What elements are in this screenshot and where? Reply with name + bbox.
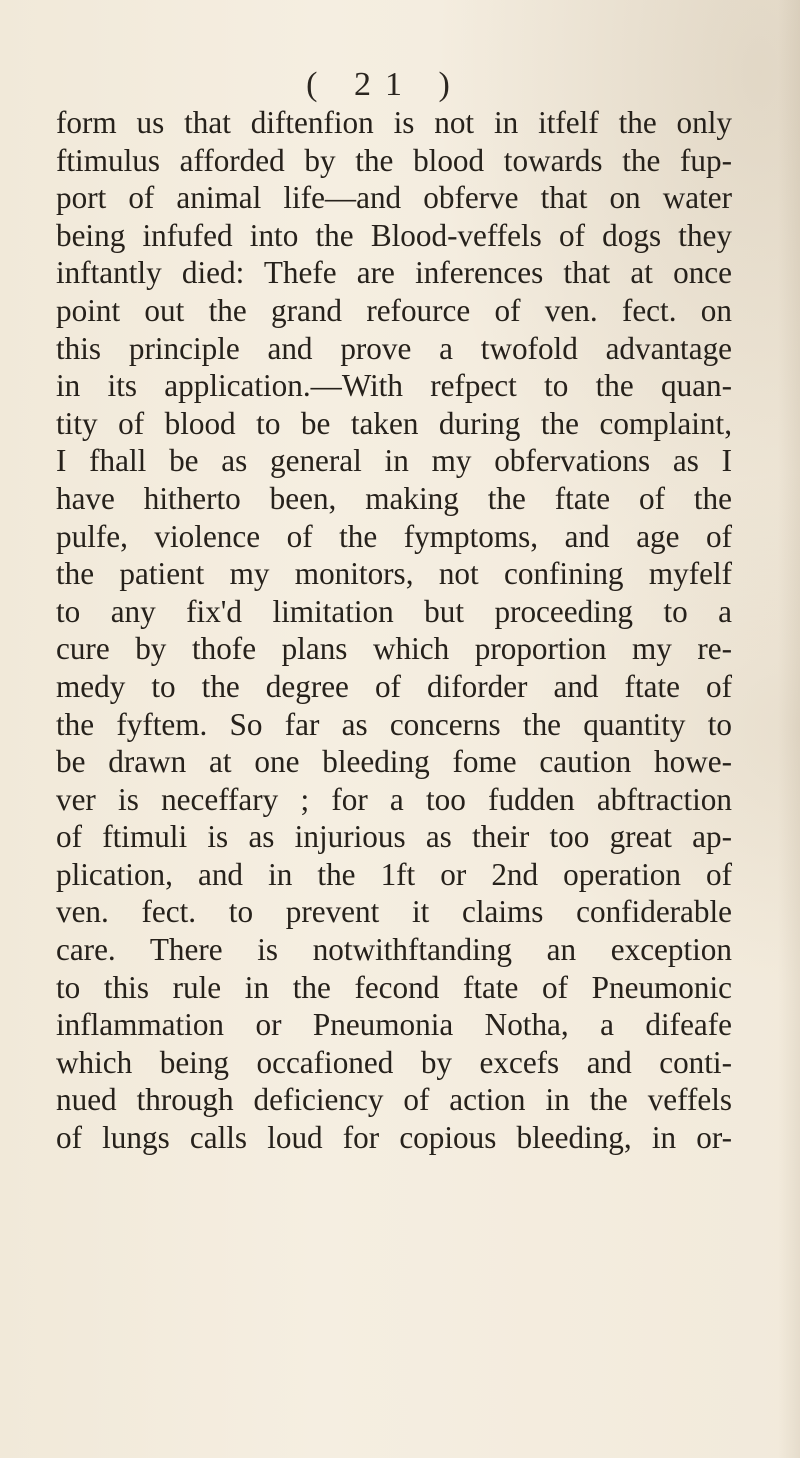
text-line: the fyftem. So far as concerns the quantity to [56,706,732,742]
text-line: this principle and prove a twofold advantage [56,330,732,366]
text-line: care. There is notwithftanding an exception [56,932,732,968]
text-line: ftimulus afforded by the blood towards the fup- [56,142,732,178]
text-line: the patient my monitors, not confining myfelf [56,556,732,592]
text-line: nued through deficiency of action in the veffels [56,1082,732,1118]
text-line: tity of blood to be taken during the complaint, [56,405,732,441]
text-line: point out the grand refource of ven. fect. on [56,292,732,328]
text-line: port of animal life—and obferve that on water [56,180,732,216]
text-line: inftantly died: Thefe are inferences that at once [56,255,732,291]
text-line: ver is neceffary ; for a too fudden abftraction [56,781,732,817]
text-line: of lungs calls loud for copious bleeding, in or- [56,1120,732,1156]
text-line: ven. fect. to prevent it claims confiderable [56,894,732,930]
body-text [56,104,732,1157]
text-line: being infufed into the Blood-veffels of dogs they [56,217,732,253]
text-line: of ftimuli is as injurious as their too great ap- [56,819,732,855]
text-line: inflammation or Pneumonia Notha, a difeafe [56,1007,732,1043]
text-line: plication, and in the 1ft or 2nd operation of [56,856,732,892]
text-line: be drawn at one bleeding fome caution howe- [56,744,732,780]
page-number: ( 21 ) [306,66,464,103]
text-line: medy to the degree of diforder and ftate of [56,668,732,704]
text-line: pulfe, violence of the fymptoms, and age of [56,518,732,554]
text-line: cure by thofe plans which proportion my re- [56,631,732,667]
page-edge-shadow [778,0,800,1458]
text-line: to this rule in the fecond ftate of Pneumonic [56,969,732,1005]
text-line: form us that diftenfion is not in itfelf the only [56,105,732,140]
text-line: have hitherto been, making the ftate of the [56,480,732,516]
text-line: in its application.—With refpect to the quan- [56,368,732,404]
text-line: to any fix'd limitation but proceeding to a [56,593,732,629]
text-line: which being occafioned by excefs and conti- [56,1044,732,1080]
text-line: I fhall be as general in my obfervations as I [56,443,732,479]
